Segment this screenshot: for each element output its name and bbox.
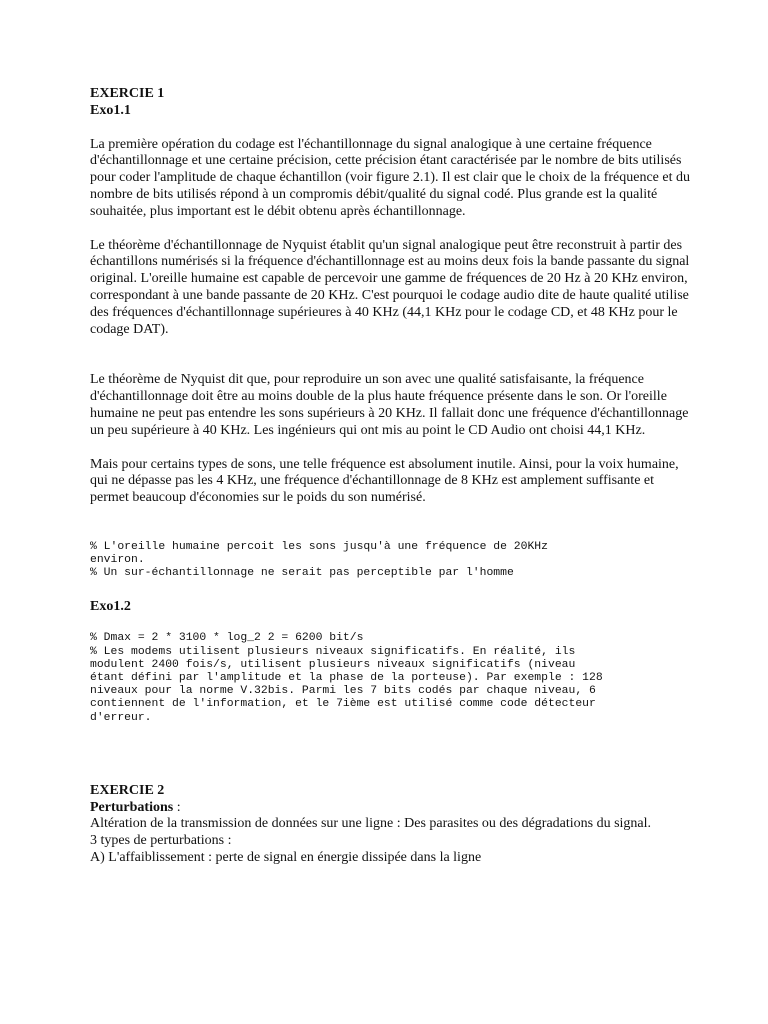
paragraph-nyquist-2: Le théorème de Nyquist dit que, pour reproduire un son avec une qualité satisfaisante, la fréquence d'échantillonnage doit être au moins double de la plus haute fréquence présente dans le son. Or l'oreille humaine ne peut pas entendre les sons supérieurs à 20 KHz. Il fallait donc une fréquence d'échantillonnage un peu supérieure à 40 KHz. Les ingénieurs qui ont mis au point le CD Audio ont choisi 44,1 KHz. [90,372,689,438]
exercise-2-title: EXERCIE 2 [90,782,165,798]
perturbations-types: 3 types de perturbations : [90,833,232,849]
code-comment-2: % Dmax = 2 * 3100 * log_2 2 = 6200 bit/s % Les modems utilisent plusieurs niveaux significatifs. En réalité, ils modulent 2400 fois/s, utilisent plusieurs niveaux significatifs (niveau étant défini par l'amplitude et la phase de la porteuse). Par exemple : 128 niveaux pour la norme V.32bis. Parmi les 7 bits codés par chaque niveau, 6 contiennent de l'information, et le 7ième est utilisé comme code détecteur d'erreur. [90,632,603,724]
exo-1-1-heading: Exo1.1 [90,102,131,118]
document-page [90,86,690,867]
perturbations-heading [90,800,690,817]
perturbations-colon: : [173,799,181,815]
exercise-1-title: EXERCIE 1 [90,86,165,101]
perturbations-definition: Altération de la transmission de données sur une ligne : Des parasites ou des dégradations du signal. [90,816,652,832]
paragraph-sampling: La première opération du codage est l'échantillonnage du signal analogique à une certaine fréquence d'échantillonnage et une certaine précision, cette précision étant caractérisée par le nombre de bits utilisés pour coder l'amplitude de chaque échantillon (voir figure 2.1). Il est clair que le choix de la fréquence et du nombre de bits utilisés répond à un compromis débit/qualité du signal codé. Plus grande est la qualité souhaitée, plus important est le débit obtenu après échantillonnage. [90,136,691,219]
perturbations-label: Perturbations [90,799,174,815]
paragraph-voice: Mais pour certains types de sons, une telle fréquence est absolument inutile. Ainsi, pour la voix humaine, qui ne dépasse pas les 4 KHz, une fréquence d'échantillonnage de 8 KHz est amplement suffisante et permet beaucoup d'économies sur le poids du son numérisé. [90,456,679,506]
code-comment-1: % L'oreille humaine percoit les sons jusqu'à une fréquence de 20KHz environ. % Un sur-échantillonnage ne serait pas perceptible par l'homme [90,540,548,580]
perturbation-a: A) L'affaiblissement : perte de signal en énergie dissipée dans la ligne [90,849,482,865]
paragraph-nyquist-1: Le théorème d'échantillonnage de Nyquist établit qu'un signal analogique peut être reconstruit à partir des échantillons numérisés si la fréquence d'échantillonnage est au moins deux fois la bande passante du signal original. L'oreille humaine est capable de percevoir une gamme de fréquences de 20 Hz à 20 KHz environ, correspondant à une bande passante de 20 KHz. C'est pourquoi le codage audio dite de haute qualité utilise des fréquences d'échantillonnage supérieures à 40 KHz (44,1 KHz pour le codage CD, et 48 KHz pour le codage DAT). [90,237,690,337]
exo-1-2-heading: Exo1.2 [90,598,131,614]
